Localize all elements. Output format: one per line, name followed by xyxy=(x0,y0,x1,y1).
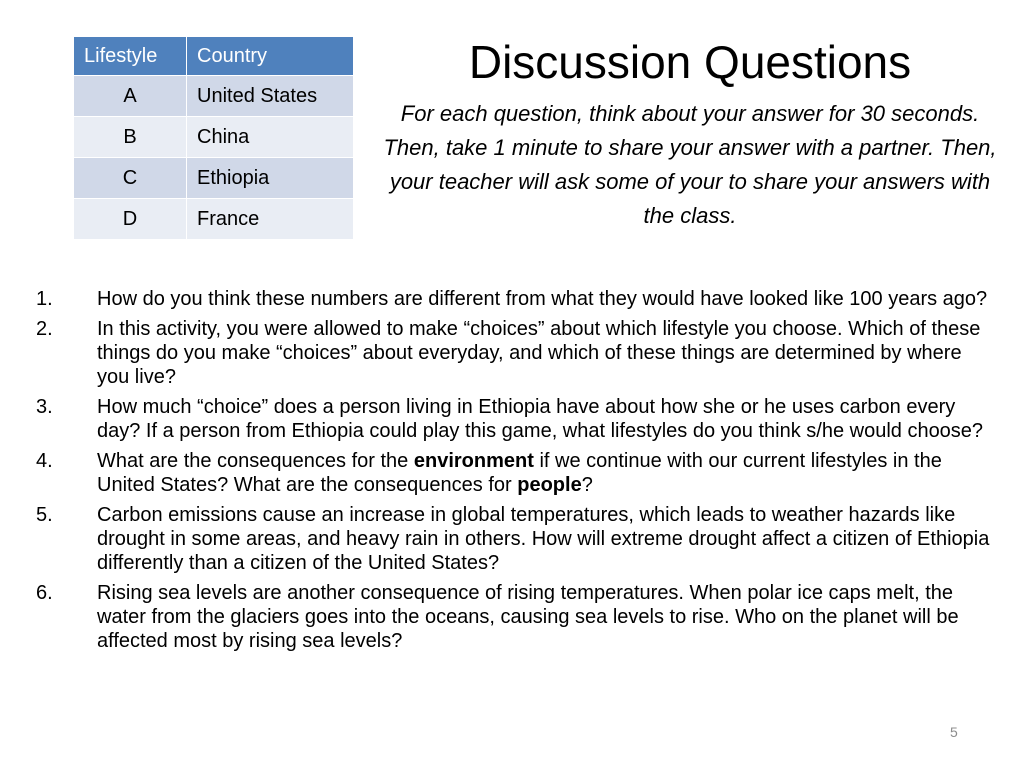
question-number: 5. xyxy=(36,504,53,526)
question-number: 3. xyxy=(36,396,53,418)
question-text: In this activity, you were allowed to make “choices” about which lifestyle you choose. Which of these things do you make “choices” about everyday, and which of these things are determined by where you live? xyxy=(97,318,981,388)
question-number: 6. xyxy=(36,582,53,604)
column-header-country: Country xyxy=(187,37,354,76)
question-text-part: if we continue with our current lifestyles in the United States? What are the consequences for xyxy=(97,450,942,496)
lifestyle-cell: A xyxy=(74,76,187,117)
slide-title: Discussion Questions xyxy=(468,36,912,88)
lifestyle-cell: B xyxy=(74,117,187,158)
slide-instructions: For each question, think about your answer for 30 seconds. Then, take 1 minute to share your answer with a partner. Then, your teacher will ask some of your to share your answers with the class. xyxy=(383,101,997,228)
question-number: 4. xyxy=(36,450,53,472)
question-text: Carbon emissions cause an increase in global temperatures, which leads to weather hazards like drought in some areas, and heavy rain in others. How will extreme drought affect a citizen of Ethiopia differently than a citizen of the United States? xyxy=(97,504,990,574)
table-row xyxy=(74,158,354,199)
question-item xyxy=(36,395,996,443)
country-cell: China xyxy=(187,117,354,158)
question-text: Rising sea levels are another consequence of rising temperatures. When polar ice caps melt, the water from the glaciers goes into the oceans, causing sea levels to rise. Who on the planet will be affected most by rising sea levels? xyxy=(97,582,959,652)
table-row xyxy=(74,117,354,158)
question-text: How much “choice” does a person living in Ethiopia have about how she or he uses carbon every day? If a person from Ethiopia could play this game, what lifestyles do you think s/he would choose? xyxy=(97,396,984,442)
emphasis-environment: environment xyxy=(413,450,534,472)
question-item xyxy=(36,287,996,311)
table-header-row xyxy=(74,37,354,76)
question-text xyxy=(97,450,942,496)
question-text: How do you think these numbers are different from what they would have looked like 100 years ago? xyxy=(97,288,988,310)
question-item xyxy=(36,581,996,653)
emphasis-people: people xyxy=(517,474,582,496)
lifestyle-cell: D xyxy=(74,199,187,240)
lifestyle-cell: C xyxy=(74,158,187,199)
question-item xyxy=(36,317,996,389)
country-cell: France xyxy=(187,199,354,240)
question-item xyxy=(36,449,996,497)
page-number: 5 xyxy=(950,724,958,740)
country-cell: Ethiopia xyxy=(187,158,354,199)
table-row xyxy=(74,76,354,117)
question-item xyxy=(36,503,996,575)
lifestyle-country-table xyxy=(73,36,354,240)
question-text-part: ? xyxy=(581,474,593,496)
question-number: 1. xyxy=(36,288,53,310)
column-header-lifestyle: Lifestyle xyxy=(74,37,187,76)
discussion-questions-list xyxy=(36,287,996,659)
question-text-part: What are the consequences for the xyxy=(97,450,414,472)
country-cell: United States xyxy=(187,76,354,117)
table-row xyxy=(74,199,354,240)
question-number: 2. xyxy=(36,318,53,340)
